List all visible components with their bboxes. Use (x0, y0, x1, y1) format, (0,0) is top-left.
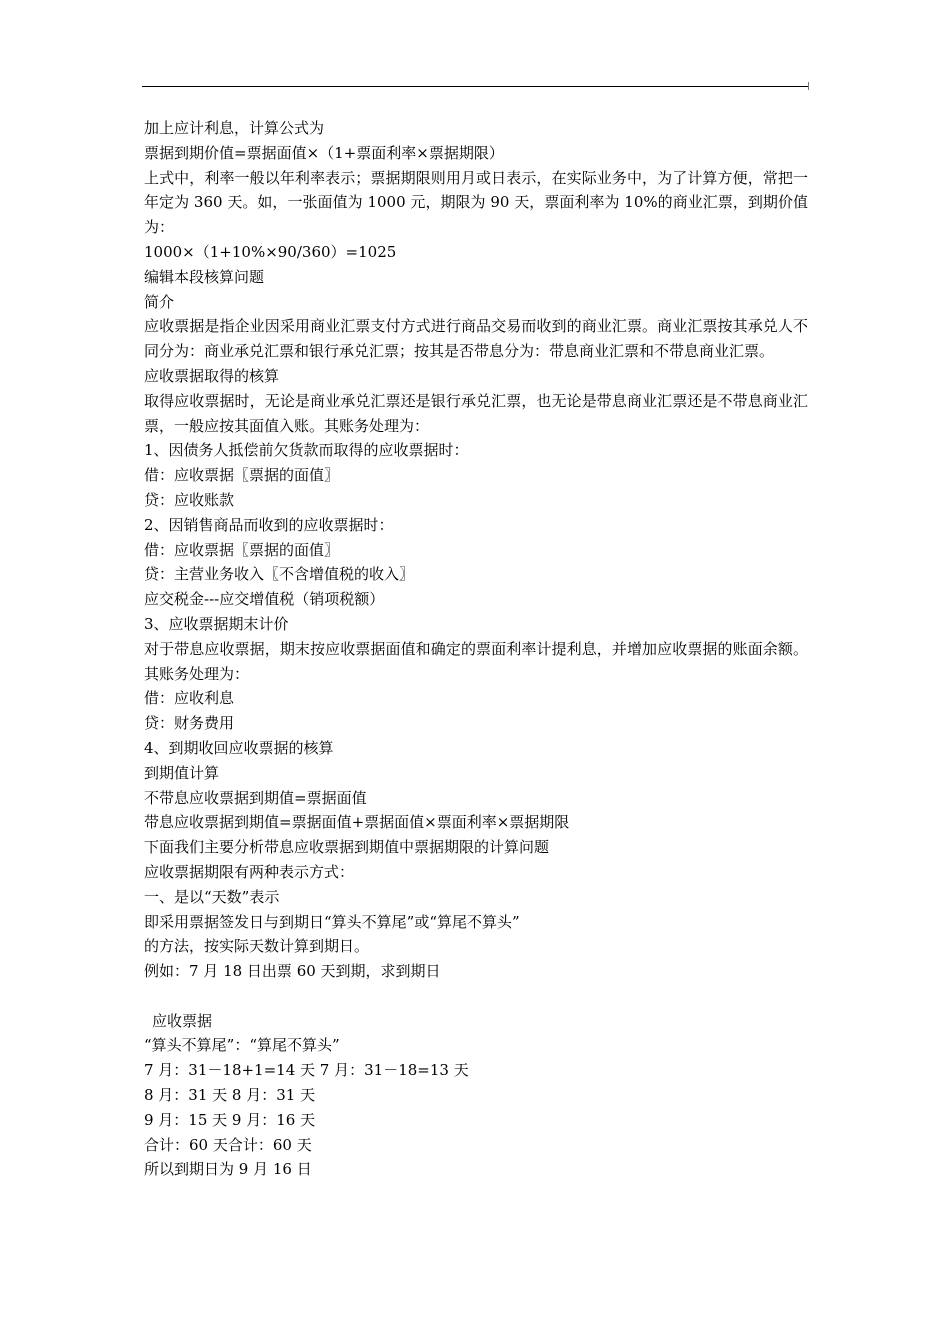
paragraph: 2、因销售商品而收到的应收票据时： (144, 515, 394, 534)
paragraph: 加上应计利息，计算公式为 (144, 119, 325, 137)
paragraph: 例如：7 月 18 日出票 60 天到期，求到期日 (144, 962, 441, 981)
paragraph: 4、到期收回应收票据的核算 (144, 738, 334, 757)
paragraph: 即采用票据签发日与到期日“算头不算尾”或“算尾不算头” (144, 912, 520, 931)
paragraph: 票据到期价值=票据面值×（1+票面利率×票据期限） (144, 143, 504, 162)
paragraph: 带息应收票据到期值=票据面值+票据面值×票面利率×票据期限 (144, 813, 570, 832)
paragraph: 3、应收票据期末计价 (144, 614, 289, 633)
paragraph: 所以到期日为 9 月 16 日 (144, 1160, 312, 1179)
paragraph: 8 月：31 天 8 月：31 天 (144, 1086, 316, 1105)
paragraph: 下面我们主要分析带息应收票据到期值中票据期限的计算问题 (144, 838, 550, 857)
section-heading: 应收票据取得的核算 (144, 366, 280, 385)
paragraph: 上式中，利率一般以年利率表示；票据期限则用月或日表示，在实际业务中，为了计算方便，常把一年定为 360 天。如，一张面值为 1000 元，期限为 90 天，票面利率为 10%的商业汇票，到期价值为： (144, 168, 808, 237)
paragraph: 对于带息应收票据，期末按应收票据面值和确定的票面利率计提利息，并增加应收票据的账面余额。其账务处理为： (144, 639, 808, 683)
paragraph: 不带息应收票据到期值=票据面值 (144, 788, 367, 807)
paragraph: 取得应收票据时，无论是商业承兑汇票还是银行承兑汇票，也无论是带息商业汇票还是不带息商业汇票，一般应按其面值入账。其账务处理为： (144, 391, 808, 435)
paragraph: 7 月：31－18+1=14 天 7 月：31－18=13 天 (144, 1061, 469, 1080)
paragraph: 1000×（1+10%×90/360）=1025 (144, 242, 397, 261)
paragraph: 1、因债务人抵偿前欠货款而取得的应收票据时： (144, 441, 469, 460)
section-heading: 编辑本段核算问题 (144, 267, 265, 286)
blank-line (144, 984, 808, 1009)
paragraph: 借：应收利息 (144, 689, 235, 708)
paragraph: 应收票据 (152, 1011, 213, 1030)
paragraph: “算头不算尾”：“算尾不算头” (144, 1036, 340, 1055)
paragraph: 合计：60 天合计：60 天 (144, 1135, 312, 1154)
document-body (144, 116, 808, 1182)
paragraph: 借：应收票据〖票据的面值〗 (144, 540, 340, 559)
paragraph: 贷：主营业务收入〖不含增值税的收入〗 (144, 565, 415, 584)
header-rule (142, 86, 808, 87)
paragraph: 到期值计算 (144, 763, 220, 782)
paragraph: 应收票据期限有两种表示方式： (144, 862, 355, 881)
header-corner-mark (808, 82, 809, 90)
paragraph: 应交税金---应交增值税（销项税额） (144, 590, 385, 609)
paragraph: 贷：财务费用 (144, 714, 235, 733)
paragraph: 一、是以“天数”表示 (144, 887, 280, 906)
paragraph: 应收票据是指企业因采用商业汇票支付方式进行商品交易而收到的商业汇票。商业汇票按其承兑人不同分为：商业承兑汇票和银行承兑汇票；按其是否带息分为：带息商业汇票和不带息商业汇票。 (144, 317, 808, 361)
section-heading: 简介 (144, 292, 175, 311)
paragraph: 借：应收票据〖票据的面值〗 (144, 466, 340, 485)
paragraph: 9 月：15 天 9 月：16 天 (144, 1110, 316, 1129)
paragraph: 贷：应收账款 (144, 490, 235, 509)
paragraph: 的方法，按实际天数计算到期日。 (144, 937, 370, 956)
